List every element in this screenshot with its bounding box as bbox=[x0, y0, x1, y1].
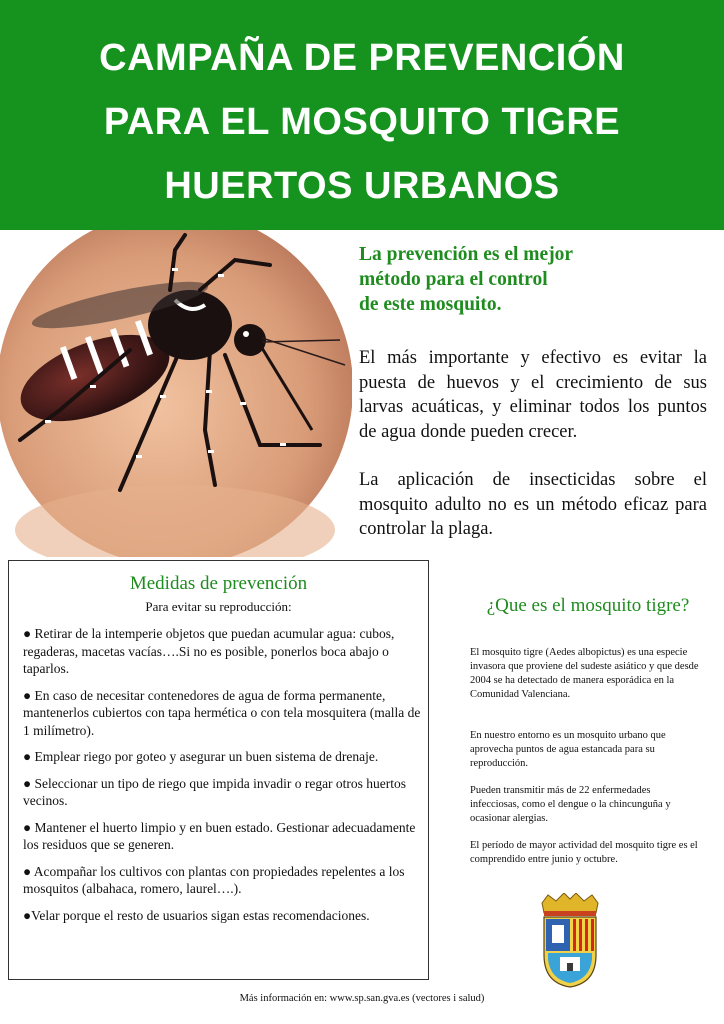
intro-lead-line-3: de este mosquito. bbox=[359, 294, 502, 315]
about-paragraph-3: Pueden transmitir más de 22 enfermedades infecciosas, como el dengue o la chincunguña y ocasionar alergias. bbox=[470, 785, 671, 824]
measures-title: Medidas de prevención bbox=[129, 573, 308, 594]
intro-lead bbox=[359, 242, 679, 317]
measure-item: ● En caso de necesitar contenedores de agua de forma permanente, mantenerlos cubiertos con tapa hermética o con tela mosquitera (malla de 1 milímetro). bbox=[23, 687, 421, 738]
intro-paragraph-1: El más importante y efectivo es evitar la puesta de huevos y el crecimiento de sus larvas acuáticas, y eliminar todos los puntos de agua donde pueden crecer. bbox=[359, 348, 707, 442]
measure-item: ●Velar porque el resto de usuarios sigan estas recomendaciones. bbox=[23, 907, 370, 923]
intro-paragraph-2: La aplicación de insecticidas sobre el mosquito adulto no es un método eficaz para controlar la plaga. bbox=[359, 470, 707, 539]
title-banner bbox=[0, 0, 724, 230]
about-title: ¿Que es el mosquito tigre? bbox=[486, 595, 690, 616]
coat-of-arms-icon bbox=[534, 893, 606, 989]
about-paragraph-1: El mosquito tigre (Aedes albopictus) es una especie invasora que proviene del sudeste asiático y que desde 2004 se ha detectado de manera esporádica en la Comunidad Valenciana. bbox=[470, 647, 699, 700]
measure-item: ● Mantener el huerto limpio y en buen estado. Gestionar adecuadamente los residuos que se generen. bbox=[23, 819, 416, 852]
measure-item: ● Emplear riego por goteo y asegurar un buen sistema de drenaje. bbox=[23, 749, 379, 764]
measure-item: ● Seleccionar un tipo de riego que impida invadir o regar otros huertos vecinos. bbox=[23, 775, 407, 808]
mosquito-photo bbox=[0, 230, 352, 557]
page-title bbox=[0, 26, 724, 218]
about-paragraph-2: En nuestro entorno es un mosquito urbano que aprovecha puntos de agua estancada para su reproducción. bbox=[470, 730, 666, 769]
footer-info: Más información en: www.sp.san.gva.es (vectores i salud) bbox=[239, 993, 485, 1004]
measures-subtitle: Para evitar su reproducción: bbox=[145, 599, 292, 614]
measures-list bbox=[23, 625, 421, 933]
measure-item: ● Acompañar los cultivos con plantas con propiedades repelentes a los mosquitos (albahaca, romero, laurel….). bbox=[23, 863, 405, 896]
measure-item: ● Retirar de la intemperie objetos que puedan acumular agua: cubos, regaderas, macetas vacías….Si no es posible, ponerlos boca abajo o taparlos. bbox=[23, 626, 395, 676]
title-line-3: HUERTOS URBANOS bbox=[164, 165, 560, 207]
about-paragraph-4: El período de mayor actividad del mosquito tigre es el comprendido entre junio y octubre. bbox=[470, 840, 698, 865]
intro-lead-line-2: método para el control bbox=[359, 269, 548, 290]
title-line-2: PARA EL MOSQUITO TIGRE bbox=[103, 101, 621, 143]
prevention-measures-box bbox=[8, 560, 429, 980]
title-line-1: CAMPAÑA DE PREVENCIÓN bbox=[99, 37, 625, 79]
mosquito-illustration bbox=[0, 230, 352, 557]
intro-lead-line-1: La prevención es el mejor bbox=[359, 244, 574, 265]
